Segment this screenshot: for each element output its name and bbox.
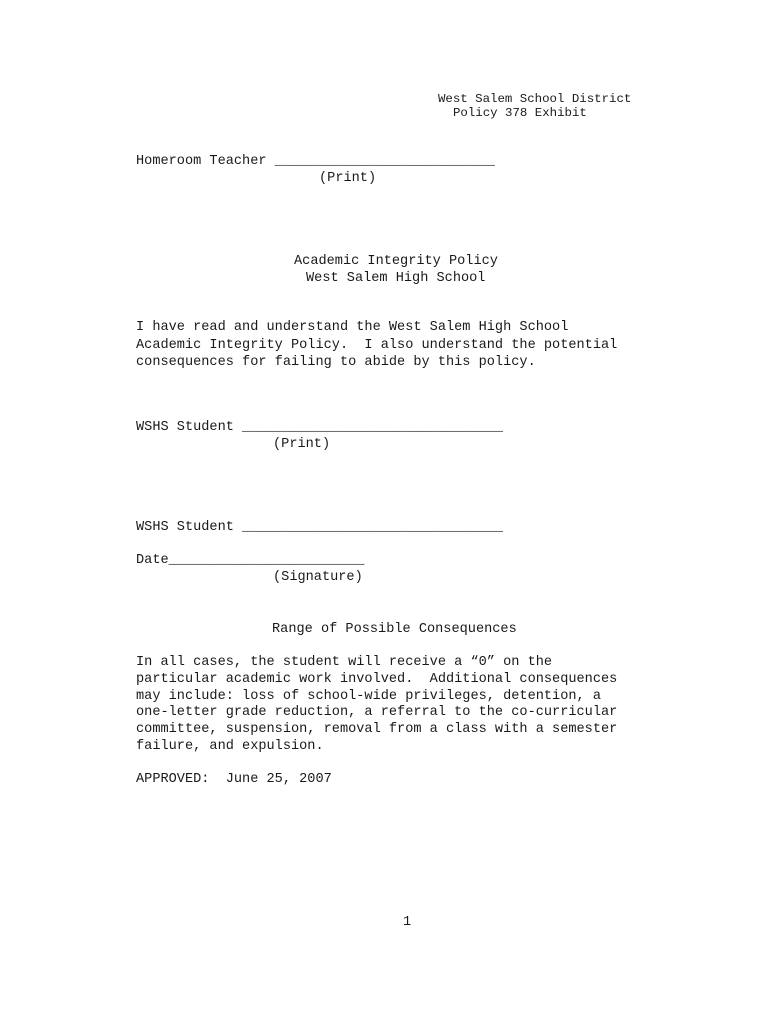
consequences-heading: Range of Possible Consequences xyxy=(272,622,517,637)
statement-line-2: Academic Integrity Policy. I also understand the potential xyxy=(136,338,618,353)
consequences-line-4: one-letter grade reduction, a referral to the co-curricular xyxy=(136,705,618,720)
student-print-field: WSHS Student ________________________________ xyxy=(136,420,504,435)
date-field: Date________________________ xyxy=(136,553,365,568)
policy-exhibit: Policy 378 Exhibit xyxy=(453,106,587,120)
homeroom-teacher-field: Homeroom Teacher ___________________________ xyxy=(136,154,495,169)
page-number: 1 xyxy=(403,915,412,930)
consequences-line-2: particular academic work involved. Additional consequences xyxy=(136,672,618,687)
statement-line-3: consequences for failing to abide by this policy. xyxy=(136,355,536,370)
student-signature-field: WSHS Student ________________________________ xyxy=(136,520,504,535)
homeroom-print-hint: (Print) xyxy=(319,171,377,186)
statement-line-1: I have read and understand the West Salem High School xyxy=(136,320,569,335)
district-name: West Salem School District xyxy=(438,92,632,106)
signature-hint: (Signature) xyxy=(273,570,363,585)
student-print-hint: (Print) xyxy=(273,437,331,452)
approved-date: APPROVED: June 25, 2007 xyxy=(136,772,332,787)
policy-title: Academic Integrity Policy xyxy=(294,254,498,269)
consequences-line-1: In all cases, the student will receive a “0” on the xyxy=(136,655,553,670)
consequences-line-5: committee, suspension, removal from a class with a semester xyxy=(136,722,618,737)
consequences-line-3: may include: loss of school-wide privileges, detention, a xyxy=(136,689,601,704)
consequences-line-6: failure, and expulsion. xyxy=(136,739,324,754)
school-name: West Salem High School xyxy=(306,271,486,286)
